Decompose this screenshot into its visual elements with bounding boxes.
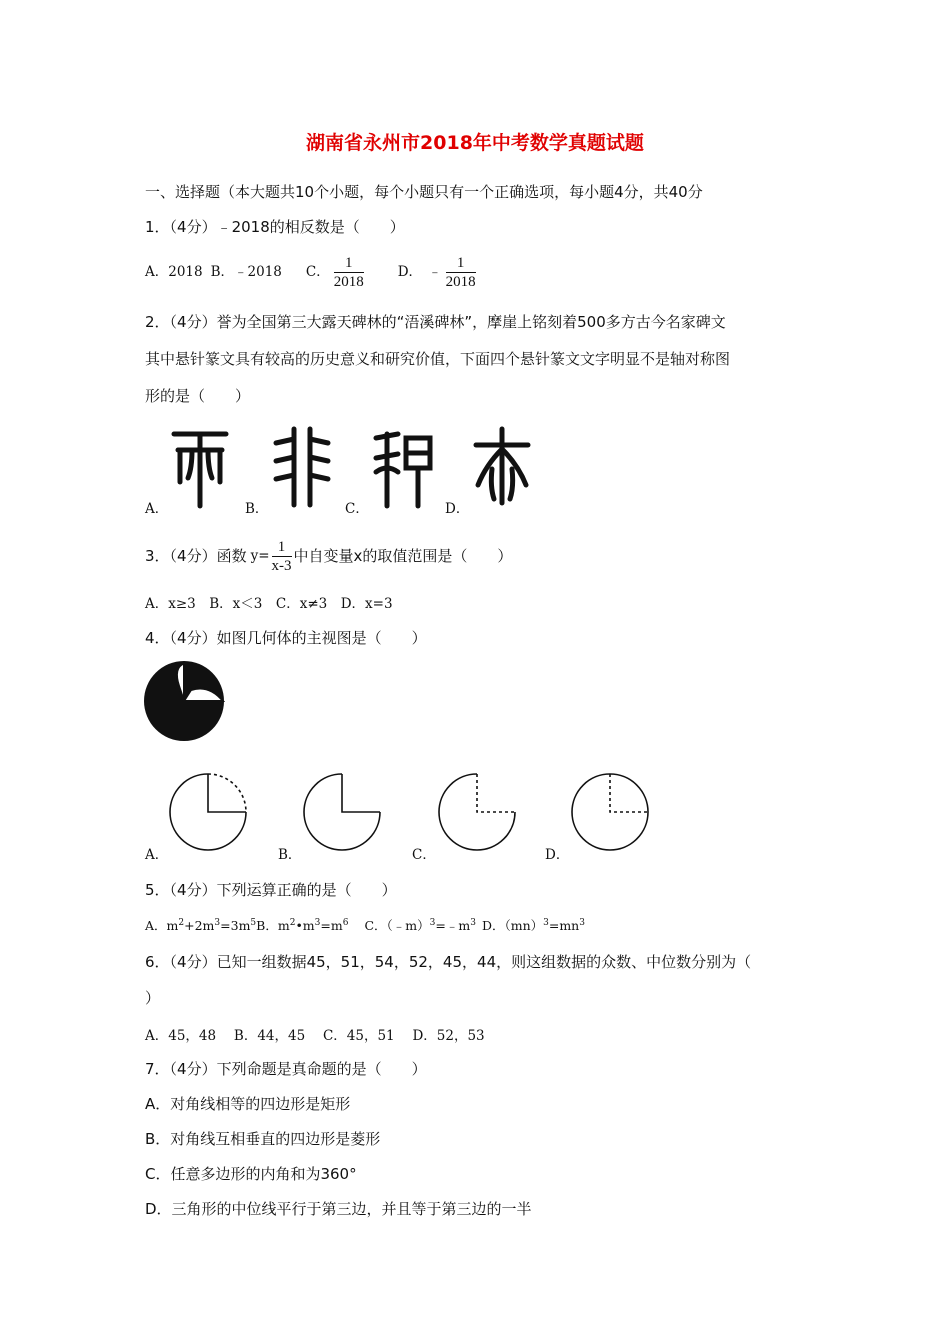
q2-option-a-label: A． bbox=[145, 501, 169, 517]
seal-glyph-b bbox=[272, 425, 332, 507]
q4-stem: 4．（4分）如图几何体的主视图是（ ） bbox=[145, 629, 427, 647]
q1-option-b: B．﹣2018 bbox=[210, 264, 282, 280]
q3-y-equals: y= bbox=[250, 548, 270, 564]
q4-option-d-label: D． bbox=[545, 847, 570, 863]
q1-c-numerator: 1 bbox=[334, 254, 364, 273]
q4-view-c bbox=[437, 772, 517, 852]
q3-options: A．x≥3 B．x＜3 C．x≠3 D．x=3 bbox=[145, 596, 393, 612]
q4-view-a bbox=[168, 772, 248, 852]
q2-option-c-label: C． bbox=[345, 501, 369, 517]
q7-option-b: B．对角线互相垂直的四边形是菱形 bbox=[145, 1130, 381, 1148]
q1-d-denominator: 2018 bbox=[445, 273, 476, 290]
q5-option-a: A．$m^2+2m^3=3m^5$ bbox=[145, 917, 257, 933]
q5-option-d: D．$(mn)^3=mn^3$ bbox=[481, 917, 585, 933]
q7-option-a: A．对角线相等的四边形是矩形 bbox=[145, 1095, 351, 1113]
q2-line-3: 形的是（ ） bbox=[145, 387, 251, 405]
q4-option-b-label: B． bbox=[278, 847, 302, 863]
q2-option-d-label: D． bbox=[445, 501, 470, 517]
section-heading: 一、选择题（本大题共10个小题，每个小题只有一个正确选项，每小题4分，共40分 bbox=[145, 183, 703, 201]
q5-stem: 5．（4分）下列运算正确的是（ ） bbox=[145, 881, 397, 899]
q4-view-d bbox=[570, 772, 650, 852]
seal-glyph-c bbox=[372, 428, 434, 508]
q4-solid-figure bbox=[143, 660, 227, 744]
seal-glyph-a bbox=[170, 428, 230, 508]
q1-options bbox=[145, 252, 480, 292]
q1-option-c-label: C． bbox=[305, 264, 330, 280]
q6-options: A．45，48 B．44，45 C．45，51 D．52，53 bbox=[145, 1028, 485, 1044]
q3-fraction bbox=[272, 538, 292, 575]
q3-stem-post: 中自变量x的取值范围是（ ） bbox=[293, 547, 513, 565]
q7-stem: 7．（4分）下列命题是真命题的是（ ） bbox=[145, 1060, 427, 1078]
q6-line-1: 6．（4分）已知一组数据45，51，54，52，45，44，则这组数据的众数、中位数分别为（ bbox=[145, 953, 752, 971]
q4-view-b bbox=[302, 772, 382, 852]
q1-option-d-fraction bbox=[446, 254, 476, 291]
q3-stem-pre: 3．（4分）函数 bbox=[145, 547, 247, 565]
q2-line-1: 2．（4分）誉为全国第三大露天碑林的“浯溪碑林”，摩崖上铭刻着500多方古今名家碑文 bbox=[145, 313, 726, 331]
q7-option-d: D．三角形的中位线平行于第三边，并且等于第三边的一半 bbox=[145, 1200, 532, 1218]
page-title: 湖南省永州市2018年中考数学真题试题 bbox=[306, 132, 644, 154]
q1-option-c-fraction bbox=[334, 254, 364, 291]
q2-line-2: 其中悬针篆文具有较高的历史意义和研究价值，下面四个悬针篆文文字明显不是轴对称图 bbox=[145, 350, 731, 368]
seal-glyph-d bbox=[470, 425, 534, 507]
q4-option-a-label: A． bbox=[145, 847, 169, 863]
q3-stem bbox=[145, 536, 512, 576]
q3-denominator: x-3 bbox=[271, 557, 292, 574]
q2-option-b-label: B． bbox=[245, 501, 269, 517]
q4-option-c-label: C． bbox=[412, 847, 436, 863]
q1-d-numerator: 1 bbox=[446, 254, 476, 273]
q7-option-c: C．任意多边形的内角和为360° bbox=[145, 1165, 357, 1183]
q1-option-d-sign: ﹣ bbox=[428, 264, 442, 280]
q6-line-2: ） bbox=[145, 989, 161, 1007]
q5-option-b: B．$m^2•m^3=m^6$ bbox=[256, 917, 349, 933]
q3-numerator: 1 bbox=[272, 538, 292, 557]
q1-stem: 1．（4分）﹣2018的相反数是（ ） bbox=[145, 218, 405, 236]
q1-option-a: A．2018 bbox=[145, 264, 203, 280]
q5-options bbox=[145, 916, 585, 934]
q1-c-denominator: 2018 bbox=[333, 273, 364, 290]
q5-option-c: C．$(﹣m)^3=﹣m^3$ bbox=[364, 917, 476, 933]
q1-option-d-label: D． bbox=[397, 264, 423, 280]
